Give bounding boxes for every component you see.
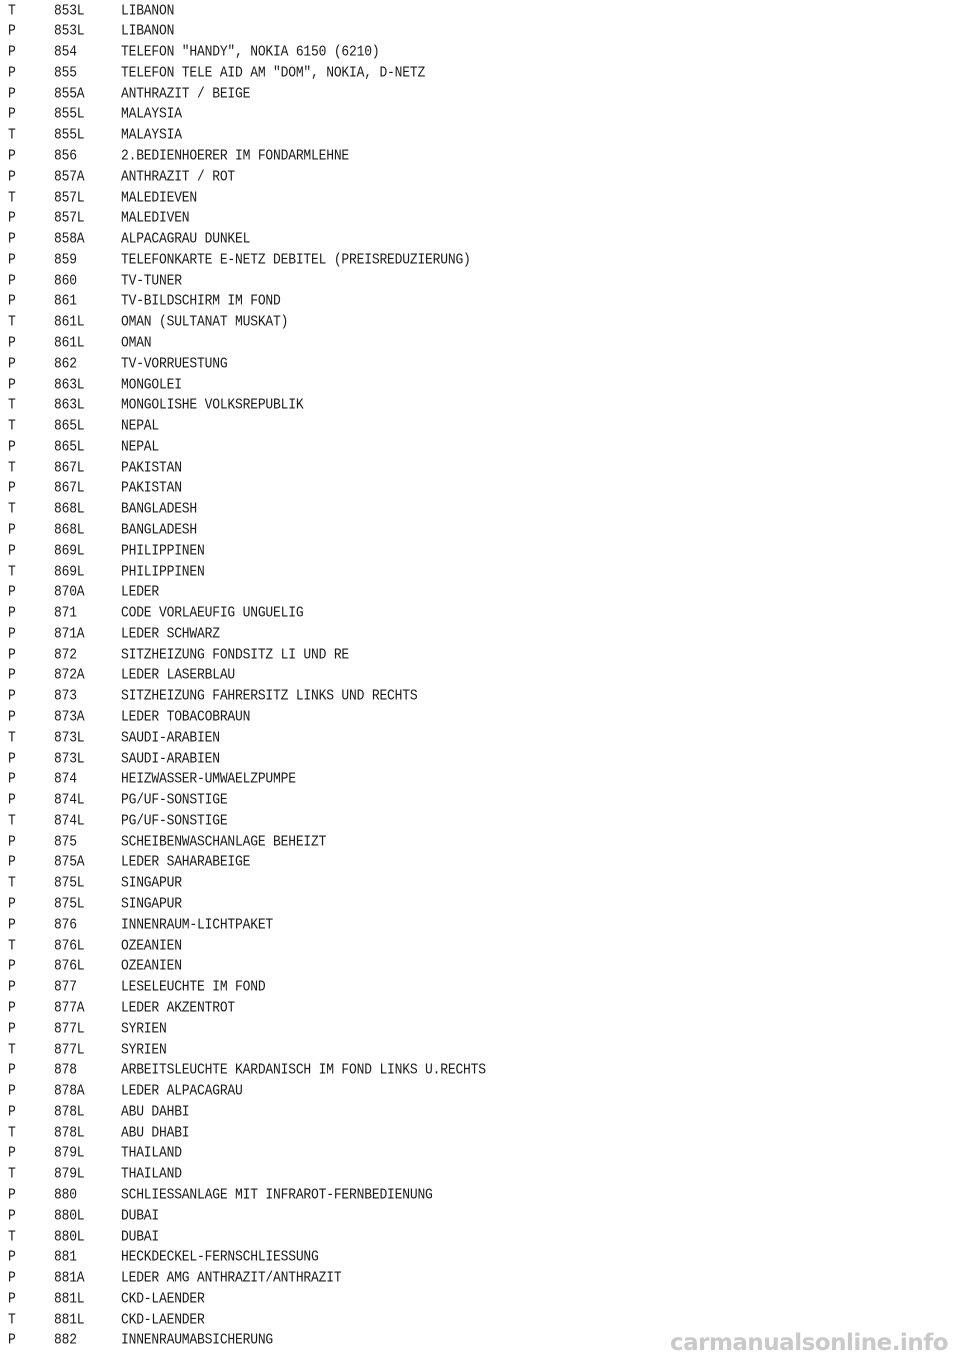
item-type: P — [8, 666, 16, 684]
item-code: 873L — [54, 728, 85, 746]
list-item — [0, 124, 960, 147]
list-item — [0, 1080, 960, 1103]
item-code: 863L — [54, 396, 85, 414]
item-code: 878 — [54, 1061, 77, 1079]
item-description: LEDER SAHARABEIGE — [121, 853, 251, 871]
item-type: P — [8, 437, 16, 455]
list-item — [0, 1184, 960, 1207]
item-type: P — [8, 479, 16, 497]
item-type: P — [8, 1082, 16, 1099]
item-description: LEDER TOBACOBRAUN — [121, 708, 251, 725]
list-item — [0, 914, 960, 937]
item-type: P — [8, 230, 16, 247]
item-description: LEDER — [121, 583, 160, 601]
item-code: 875 — [54, 832, 77, 850]
list-item — [0, 540, 960, 563]
item-description: 2.BEDIENHOERER IM FONDARMLEHNE — [121, 146, 350, 164]
item-code: 869L — [54, 541, 85, 559]
item-code: 875L — [54, 874, 85, 892]
item-code: 880L — [54, 1206, 85, 1224]
item-code: 859 — [54, 250, 77, 268]
item-type: T — [8, 417, 16, 434]
list-item — [0, 249, 960, 272]
item-description: OMAN — [121, 333, 152, 351]
item-type: P — [8, 998, 16, 1016]
item-description: MALAYSIA — [121, 105, 182, 123]
item-description: NEPAL — [121, 437, 160, 455]
item-description: ANTHRAZIT / ROT — [121, 167, 236, 185]
item-code: 855A — [54, 84, 85, 102]
item-type: T — [8, 1227, 16, 1245]
item-code: 862 — [54, 354, 77, 372]
item-code: 867L — [54, 479, 85, 497]
item-code: 869L — [54, 562, 85, 580]
item-code: 861L — [54, 313, 85, 330]
item-code: 868L — [54, 500, 85, 518]
item-code: 871A — [54, 624, 85, 642]
list-item — [0, 997, 960, 1020]
list-item — [0, 145, 960, 168]
watermark-text: carmanualsonline.info — [669, 1330, 948, 1356]
item-type: T — [8, 1, 16, 19]
item-description: MALEDIVEN — [121, 209, 190, 227]
item-code: 873A — [54, 708, 85, 725]
item-type: T — [8, 126, 16, 143]
item-description: SINGAPUR — [121, 895, 182, 912]
item-description: ALPACAGRAU DUNKEL — [121, 230, 251, 247]
item-description: SYRIEN — [121, 1040, 167, 1058]
item-type: T — [8, 562, 16, 580]
item-description: SYRIEN — [121, 1019, 167, 1037]
item-code: 877A — [54, 998, 85, 1016]
item-type: T — [8, 936, 16, 954]
list-item — [0, 1163, 960, 1186]
item-description: HEIZWASSER-UMWAELZPUMPE — [121, 770, 296, 788]
item-description: ANTHRAZIT / BEIGE — [121, 84, 251, 102]
item-type: P — [8, 333, 16, 351]
item-type: P — [8, 1269, 16, 1286]
item-description: SAUDI-ARABIEN — [121, 728, 220, 746]
item-type: P — [8, 645, 16, 663]
item-type: P — [8, 84, 16, 102]
item-description: TV-TUNER — [121, 271, 182, 289]
item-code: 880L — [54, 1227, 85, 1245]
item-code: 857A — [54, 167, 85, 185]
item-description: TELEFON TELE AID AM "DOM", NOKIA, D-NETZ — [121, 63, 426, 81]
item-type: T — [8, 188, 16, 206]
item-code: 876L — [54, 936, 85, 954]
item-code: 882 — [54, 1331, 77, 1349]
item-description: DUBAI — [121, 1206, 160, 1224]
item-description: TELEFONKARTE E-NETZ DEBITEL (PREISREDUZIERUNG) — [121, 250, 471, 268]
item-type: P — [8, 1019, 16, 1037]
list-item — [0, 1101, 960, 1124]
item-description: HECKDECKEL-FERNSCHLIESSUNG — [121, 1248, 319, 1266]
item-code: 860 — [54, 271, 77, 289]
item-code: 853L — [54, 22, 85, 40]
item-description: PG/UF-SONSTIGE — [121, 811, 228, 829]
item-code: 877L — [54, 1019, 85, 1037]
item-code: 881A — [54, 1269, 85, 1286]
item-code: 870A — [54, 583, 85, 601]
item-code: 880 — [54, 1185, 77, 1203]
item-description: TV-VORRUESTUNG — [121, 354, 228, 372]
item-type: P — [8, 292, 16, 310]
item-type: P — [8, 22, 16, 40]
item-type: P — [8, 832, 16, 850]
item-description: ARBEITSLEUCHTE KARDANISCH IM FOND LINKS U.RECHTS — [121, 1061, 486, 1079]
list-item — [0, 1017, 960, 1040]
item-description: DUBAI — [121, 1227, 160, 1245]
item-description: TELEFON "HANDY", NOKIA 6150 (6210) — [121, 43, 380, 60]
item-description: INNENRAUM-LICHTPAKET — [121, 915, 274, 933]
item-code: 874L — [54, 791, 85, 808]
item-type: P — [8, 1102, 16, 1120]
list-item — [0, 332, 960, 355]
item-code: 879L — [54, 1165, 85, 1182]
item-type: P — [8, 250, 16, 268]
item-description: PAKISTAN — [121, 479, 182, 497]
item-description: SITZHEIZUNG FAHRERSITZ LINKS UND RECHTS — [121, 687, 418, 705]
item-description: LESELEUCHTE IM FOND — [121, 978, 266, 995]
item-code: 856 — [54, 146, 77, 164]
list-item — [0, 1288, 960, 1311]
item-code: 865L — [54, 417, 85, 434]
list-item — [0, 623, 960, 646]
item-type: P — [8, 146, 16, 164]
item-type: T — [8, 458, 16, 476]
item-type: T — [8, 1040, 16, 1058]
item-description: ABU DAHBI — [121, 1102, 190, 1120]
list-item — [0, 976, 960, 999]
list-item — [0, 41, 960, 64]
list-item — [0, 810, 960, 833]
item-type: T — [8, 874, 16, 892]
item-type: P — [8, 167, 16, 185]
item-code: 854 — [54, 43, 77, 60]
item-description: SCHEIBENWASCHANLAGE BEHEIZT — [121, 832, 327, 850]
item-code: 861L — [54, 333, 85, 351]
item-description: CODE VORLAEUFIG UNGUELIG — [121, 604, 304, 621]
item-description: OMAN (SULTANAT MUSKAT) — [121, 313, 289, 330]
item-description: LIBANON — [121, 1, 175, 19]
item-description: SCHLIESSANLAGE MIT INFRAROT-FERNBEDIENUNG — [121, 1185, 433, 1203]
item-type: P — [8, 354, 16, 372]
item-code: 875L — [54, 895, 85, 912]
item-code: 874 — [54, 770, 77, 788]
item-code: 872A — [54, 666, 85, 684]
item-description: PHILIPPINEN — [121, 541, 205, 559]
item-type: P — [8, 43, 16, 60]
list-item — [0, 436, 960, 459]
item-code: 878L — [54, 1102, 85, 1120]
item-code: 867L — [54, 458, 85, 476]
item-description: CKD-LAENDER — [121, 1289, 205, 1307]
item-code: 863L — [54, 375, 85, 393]
item-description: SAUDI-ARABIEN — [121, 749, 220, 767]
item-type: T — [8, 313, 16, 330]
item-code: 855 — [54, 63, 77, 81]
item-type: P — [8, 770, 16, 788]
item-type: P — [8, 375, 16, 393]
item-type: P — [8, 520, 16, 538]
list-item — [0, 1267, 960, 1290]
item-description: LEDER ALPACAGRAU — [121, 1082, 243, 1099]
item-description: MALAYSIA — [121, 126, 182, 143]
item-description: PG/UF-SONSTIGE — [121, 791, 228, 808]
item-description: THAILAND — [121, 1165, 182, 1182]
item-code: 874L — [54, 811, 85, 829]
item-description: OZEANIEN — [121, 957, 182, 975]
item-type: P — [8, 624, 16, 642]
item-type: P — [8, 541, 16, 559]
item-type: P — [8, 1331, 16, 1349]
item-code: 861 — [54, 292, 77, 310]
item-type: P — [8, 708, 16, 725]
item-description: MALEDIEVEN — [121, 188, 198, 206]
item-type: P — [8, 749, 16, 767]
item-description: NEPAL — [121, 417, 160, 434]
item-type: P — [8, 1206, 16, 1224]
item-description: BANGLADESH — [121, 520, 198, 538]
item-type: P — [8, 978, 16, 995]
item-description: THAILAND — [121, 1144, 182, 1162]
item-code: 873L — [54, 749, 85, 767]
item-code: 878A — [54, 1082, 85, 1099]
item-description: SITZHEIZUNG FONDSITZ LI UND RE — [121, 645, 350, 663]
list-item — [0, 311, 960, 334]
item-type: P — [8, 895, 16, 912]
item-code: 873 — [54, 687, 77, 705]
item-description: PHILIPPINEN — [121, 562, 205, 580]
item-type: P — [8, 1289, 16, 1307]
item-description: LEDER AMG ANTHRAZIT/ANTHRAZIT — [121, 1269, 342, 1286]
item-code: 853L — [54, 1, 85, 19]
item-code: 878L — [54, 1123, 85, 1141]
item-code: 875A — [54, 853, 85, 871]
item-type: P — [8, 209, 16, 227]
item-description: LEDER SCHWARZ — [121, 624, 220, 642]
item-type: P — [8, 63, 16, 81]
item-type: T — [8, 396, 16, 414]
item-type: P — [8, 1185, 16, 1203]
item-description: LEDER AKZENTROT — [121, 998, 236, 1016]
list-item — [0, 602, 960, 625]
item-code: 857L — [54, 188, 85, 206]
item-code: 855L — [54, 105, 85, 123]
list-item — [0, 893, 960, 916]
item-code: 881L — [54, 1310, 85, 1328]
item-code: 877 — [54, 978, 77, 995]
item-type: P — [8, 915, 16, 933]
item-type: T — [8, 1165, 16, 1182]
item-type: P — [8, 604, 16, 621]
item-description: SINGAPUR — [121, 874, 182, 892]
item-code: 879L — [54, 1144, 85, 1162]
item-description: TV-BILDSCHIRM IM FOND — [121, 292, 281, 310]
list-item — [0, 727, 960, 750]
item-code: 857L — [54, 209, 85, 227]
item-type: P — [8, 1144, 16, 1162]
item-code: 872 — [54, 645, 77, 663]
list-item — [0, 62, 960, 85]
item-code: 855L — [54, 126, 85, 143]
item-description: BANGLADESH — [121, 500, 198, 518]
list-item — [0, 165, 960, 188]
item-description: ABU DHABI — [121, 1123, 190, 1141]
item-type: T — [8, 1310, 16, 1328]
item-type: P — [8, 853, 16, 871]
item-type: P — [8, 687, 16, 705]
list-item — [0, 789, 960, 812]
item-type: P — [8, 791, 16, 808]
item-code: 877L — [54, 1040, 85, 1058]
item-description: PAKISTAN — [121, 458, 182, 476]
item-code: 876 — [54, 915, 77, 933]
item-type: T — [8, 811, 16, 829]
item-type: T — [8, 1123, 16, 1141]
item-code: 876L — [54, 957, 85, 975]
item-type: T — [8, 500, 16, 518]
item-type: P — [8, 1248, 16, 1266]
item-description: MONGOLEI — [121, 375, 182, 393]
list-item — [0, 415, 960, 438]
item-type: P — [8, 1061, 16, 1079]
item-code: 868L — [54, 520, 85, 538]
item-code: 865L — [54, 437, 85, 455]
item-code: 858A — [54, 230, 85, 247]
item-type: P — [8, 583, 16, 601]
list-item — [0, 228, 960, 251]
item-description: INNENRAUMABSICHERUNG — [121, 1331, 274, 1349]
item-code: 871 — [54, 604, 77, 621]
item-type: P — [8, 105, 16, 123]
item-description: MONGOLISHE VOLKSREPUBLIK — [121, 396, 304, 414]
item-type: P — [8, 957, 16, 975]
item-description: LEDER LASERBLAU — [121, 666, 236, 684]
item-type: T — [8, 728, 16, 746]
list-item — [0, 1204, 960, 1227]
list-item — [0, 353, 960, 376]
item-description: OZEANIEN — [121, 936, 182, 954]
item-description: CKD-LAENDER — [121, 1310, 205, 1328]
item-type: P — [8, 271, 16, 289]
item-code: 881L — [54, 1289, 85, 1307]
list-item — [0, 706, 960, 729]
item-description: LIBANON — [121, 22, 175, 40]
item-code: 881 — [54, 1248, 77, 1266]
list-item — [0, 519, 960, 542]
